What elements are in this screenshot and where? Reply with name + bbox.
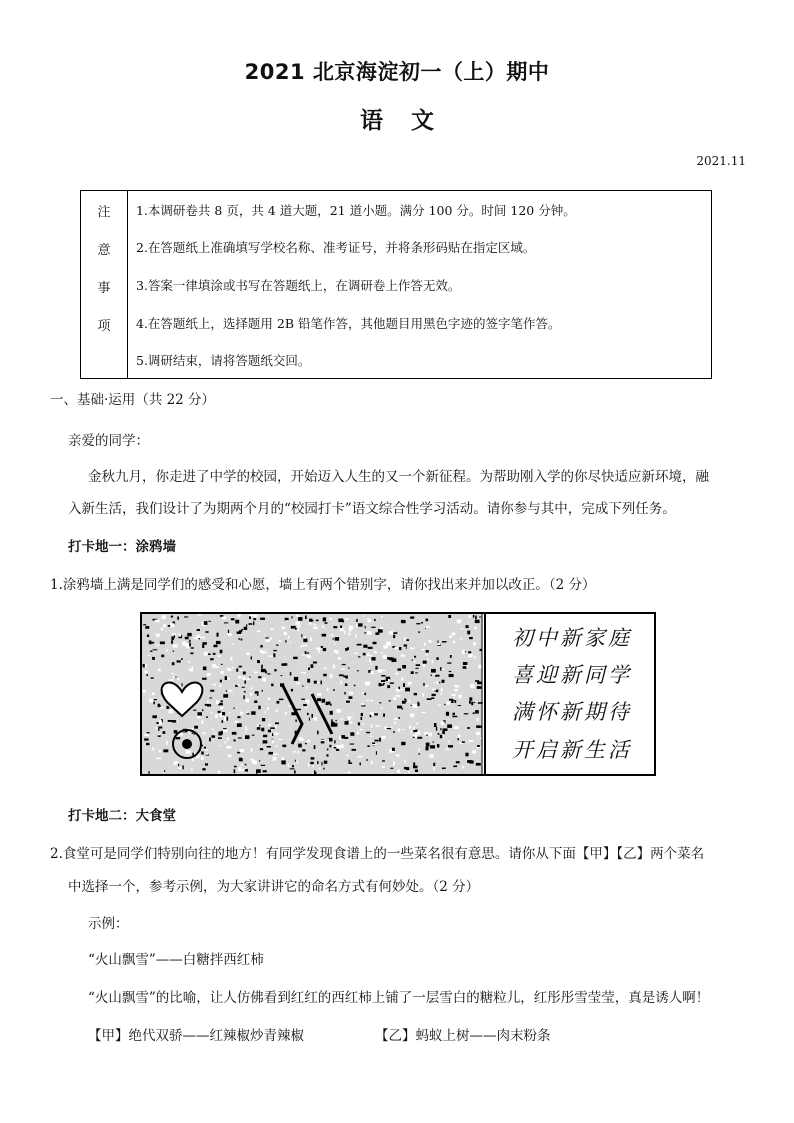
- graffiti-line: 开启新生活: [512, 738, 632, 762]
- notice-label-char: 注: [97, 205, 111, 220]
- intro-paragraph-line: 入新生活，我们设计了为期两个月的“校园打卡”语文综合性学习活动。请你参与其中，完成下列任务。: [68, 501, 676, 517]
- graffiti-line: 满怀新期待: [512, 700, 632, 724]
- exam-date: 2021.11: [696, 154, 746, 168]
- notice-item: 3.答案一律填涂或书写在答题纸上，在调研卷上作答无效。: [136, 278, 461, 293]
- notice-label-char: 项: [97, 319, 111, 334]
- notice-item: 5.调研结束，请将答题纸交回。: [136, 353, 311, 368]
- question-2-line: 中选择一个，参考示例，为大家讲讲它的命名方式有何妙处。（2 分）: [68, 879, 480, 895]
- example-explanation: “火山飘雪”的比喻，让人仿佛看到红红的西红柿上铺了一层雪白的糖粒儿，红彤彤雪莹莹，真是诱人啊！: [88, 990, 710, 1006]
- notice-box: [80, 190, 712, 379]
- graffiti-line: 喜迎新同学: [512, 663, 632, 687]
- notice-item: 2.在答题纸上准确填写学校名称、准考证号，并将条形码贴在指定区域。: [136, 240, 536, 255]
- notice-label-column: [81, 191, 128, 378]
- checkin-stop-heading: 打卡地二：大食堂: [68, 808, 176, 824]
- checkin-stop-heading: 打卡地一：涂鸦墙: [68, 539, 176, 555]
- dish-option-a: 【甲】绝代双骄——红辣椒炒青辣椒: [88, 1028, 304, 1044]
- graffiti-line: 初中新家庭: [512, 626, 632, 650]
- notice-item: 4.在答题纸上，选择题用 2B 铅笔作答，其他题目用黑色字迹的签字笔作答。: [136, 316, 561, 331]
- notice-label-char: 意: [97, 243, 111, 258]
- greeting: 亲爱的同学：: [68, 433, 149, 449]
- example-dish: “火山飘雪”——白糖拌西红柿: [88, 952, 264, 968]
- example-label: 示例：: [88, 916, 129, 932]
- question-2-line: 2.食堂可是同学们特别向往的地方！有同学发现食谱上的一些菜名很有意思。请你从下面【甲】【乙】两个菜名: [50, 846, 705, 862]
- question-1: 1.涂鸦墙上满是同学们的感受和心愿，墙上有两个错别字，请你找出来并加以改正。（2 分）: [50, 577, 596, 593]
- intro-paragraph-line: 金秋九月，你走进了中学的校园，开始迈入人生的又一个新征程。为帮助刚入学的你尽快适应新环境，融: [88, 469, 709, 485]
- dish-option-b: 【乙】蚂蚁上树——肉末粉条: [375, 1028, 551, 1044]
- page-title: 2021 北京海淀初一（上）期中: [244, 60, 550, 84]
- graffiti-wall-image: [140, 612, 656, 776]
- notice-item: 1.本调研卷共 8 页，共 4 道大题，21 道小题。满分 100 分。时间 120 分钟。: [136, 203, 576, 218]
- subject-title: 语文: [360, 108, 462, 134]
- section-heading: 一、基础·运用（共 22 分）: [50, 392, 216, 408]
- notice-label-char: 事: [97, 281, 111, 296]
